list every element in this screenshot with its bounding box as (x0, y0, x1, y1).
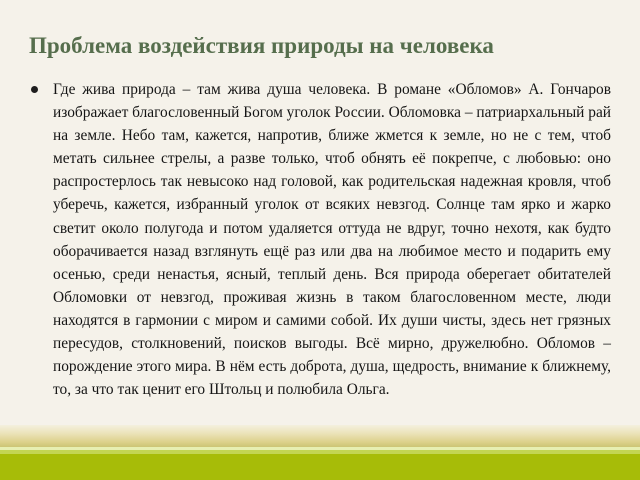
decorative-bottom-band (0, 425, 640, 449)
bullet-icon (31, 86, 38, 93)
bullet-item (31, 78, 611, 401)
slide-title: Проблема воздействия природы на человека (29, 33, 494, 58)
footer-highlight (0, 450, 640, 454)
bullet-text: Где жива природа – там жива душа человека. В романе «Обломов» А. Гончаров изображает благословенный Богом уголок России. Обломовка – патриархальный рай на земле. Небо там, кажется, напротив, ближе жмется к земле, но не с тем, чтоб метать сильнее стрелы, а разве только, чтоб обнять её покрепче, с любовью: оно распростерлось так невысоко над головой, как родительская надежная кровля, чтоб уберечь, кажется, избранный уголок от всяких невзгод. Солнце там ярко и жарко светит около полугода и потом удаляется оттуда не вдруг, точно нехотя, как будто оборачивается назад взглянуть ещё раз или два на любимое место и подарить ему осенью, среди ненастья, ясный, теплый день. Вся природа оберегает обитателей Обломовки от невзгод, проживая жизнь в таком благословенном месте, люди находятся в гармонии с миром и самими собой. Их души чисты, здесь нет грязных пересудов, столкновений, поисков выгоды. Всё мирно, дружелюбно. Обломов – порождение этого мира. В нём есть доброта, душа, щедрость, внимание к ближнему, то, за что так ценит его Штольц и полюбила Ольга. (53, 81, 612, 399)
footer-bar (0, 450, 640, 480)
bullet-list (31, 78, 611, 428)
